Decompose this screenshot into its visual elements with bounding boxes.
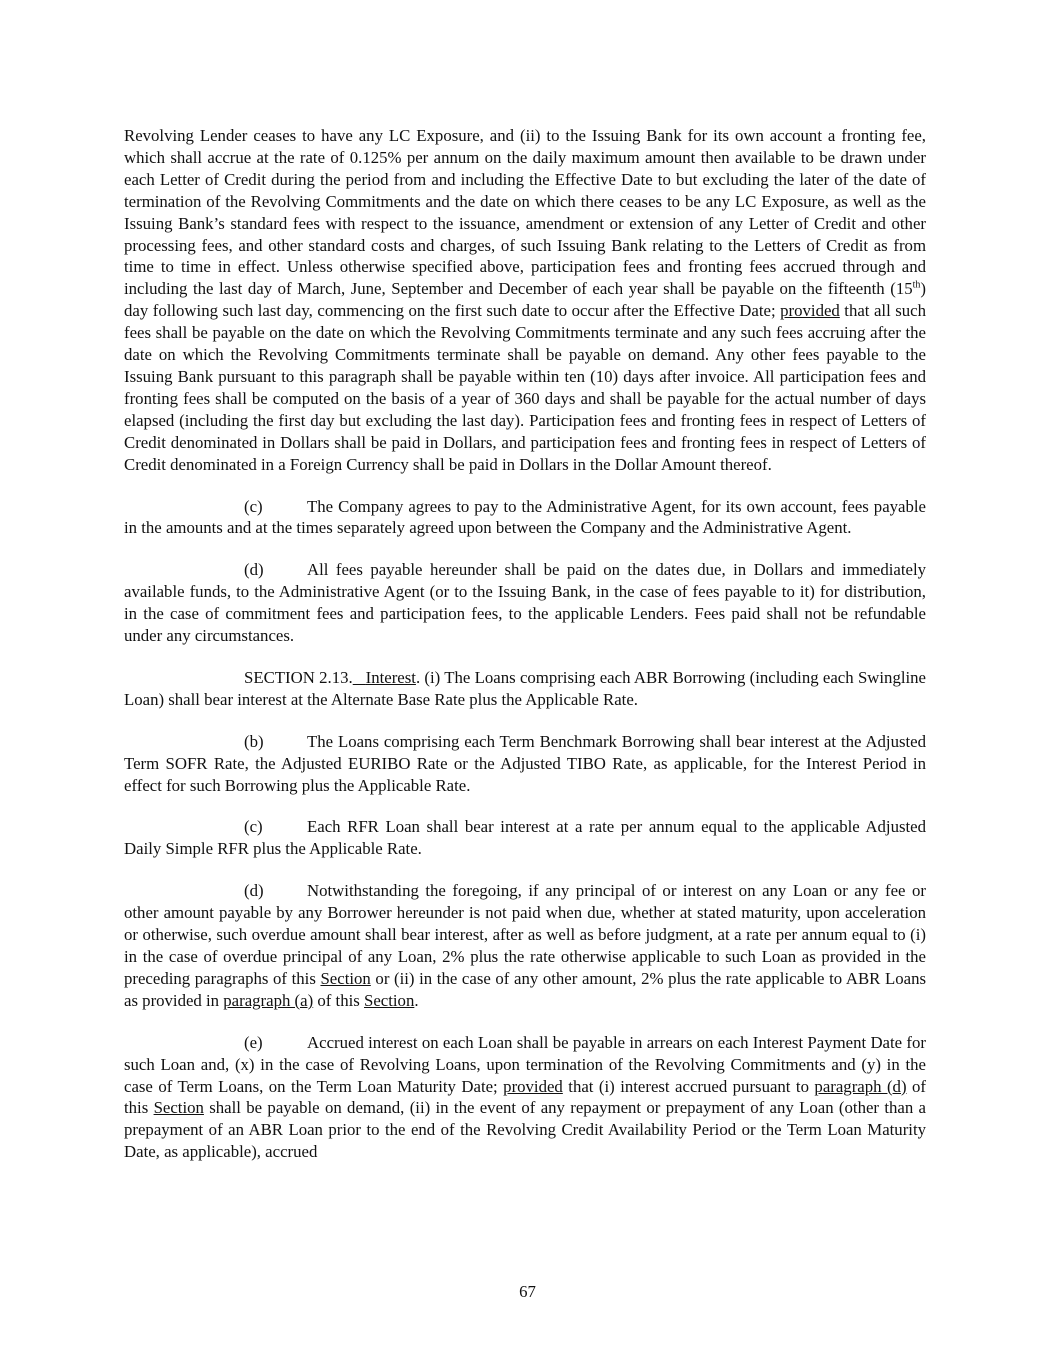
section-heading: Interest bbox=[365, 667, 416, 687]
section-reference: Section bbox=[320, 968, 371, 988]
text-run: shall be payable on demand, (ii) in the event of any repayment or prepayment of any Loan (other than a prepayment of an ABR Loan prior to the end of the Revolving Credit Availability Period or the Term Loan Maturity Date, as applicable), accrued bbox=[124, 1098, 926, 1162]
paragraph-text: All fees payable hereunder shall be paid on the dates due, in Dollars and immediately available funds, to the Administrative Agent (or to the Issuing Bank, in the case of fees payable to it) for distribution, in the case of commitment fees and participation fees, to the applicable Lenders. Fees paid shall not be refundable under any circumstances. bbox=[124, 560, 926, 646]
text-run: Revolving Lender ceases to have any LC Exposure, and (ii) to the Issuing Bank for its own account a fronting fee, which shall accrue at the rate of 0.125% per annum on the daily maximum amount then available to be drawn under each Letter of Credit during the period from and including the Effective Date to but excluding the later of the date of termination of the Revolving Commitments and the date on which there ceases to be any LC Exposure, as well as the Issuing Bank’s standard fees with respect to the issuance, amendment or extension of any Letter of Credit and other processing fees, and other standard costs and charges, of such Issuing Bank relating to the Letters of Credit as from time to time in effect. Unless otherwise specified above, participation fees and fronting fees accrued through and including the last day of March, June, September and December of each year shall be payable on the fifteenth (15 bbox=[124, 126, 926, 299]
text-run: Notwithstanding the foregoing, if any principal of or interest on any Loan or any fee or other amount payable by any Borrower hereunder is not paid when due, whether at stated maturity, upon acceleration or otherwise, such overdue amount shall bear interest, after as well as before judgment, at a rate per annum equal to (i) in the case of overdue principal of any Loan, 2% plus the rate otherwise applicable to such Loan as provided in the preceding paragraphs of this bbox=[124, 881, 926, 988]
section-number: SECTION 2.13. bbox=[244, 667, 353, 687]
text-run: Accrued interest on each Loan shall be payable in arrears on each Interest Payment Date for such Loan and, (x) in the case of Revolving Loans, upon termination of the Revolving Commitments and (y) in the case of Term Loans, on the Term Loan Maturity Date; bbox=[124, 1032, 926, 1096]
paragraph-text: The Loans comprising each Term Benchmark Borrowing shall bear interest at the Adjusted Term SOFR Rate, the Adjusted EURIBO Rate or the Adjusted TIBO Rate, as applicable, for the Interest Period in effect for such Borrowing plus the Applicable Rate. bbox=[124, 731, 926, 795]
text-run: ) day following such last day, commencing on the first such date to occur after the Effective Date; bbox=[124, 279, 926, 321]
provided-term: provided bbox=[780, 301, 840, 321]
text-run: of this bbox=[313, 990, 364, 1010]
paragraph-text: . (i) The Loans comprising each ABR Borrowing (including each Swingline Loan) shall bear interest at the Alternate Base Rate plus the Applicable Rate. bbox=[124, 667, 926, 709]
section-reference: Section bbox=[364, 990, 415, 1010]
text-run: or (ii) in the case of any other amount, 2% plus the rate applicable to ABR Loans as provided in bbox=[124, 968, 926, 1010]
superscript-th: th bbox=[912, 279, 921, 291]
paragraph-e-interest bbox=[124, 1032, 926, 1163]
paragraph-text: The Company agrees to pay to the Administrative Agent, for its own account, fees payable in the amounts and at the times separately agreed upon between the Company and the Administrative Agent. bbox=[124, 496, 926, 538]
section-2-13-interest bbox=[124, 667, 926, 711]
paragraph-number: (d) bbox=[244, 881, 264, 901]
paragraph-c-interest bbox=[124, 816, 926, 860]
section-reference: Section bbox=[153, 1098, 204, 1118]
paragraph-number: (c) bbox=[244, 496, 263, 516]
paragraph-number: (c) bbox=[244, 817, 263, 837]
provided-term: provided bbox=[503, 1076, 563, 1096]
text-run: . bbox=[414, 990, 419, 1010]
paragraph-number: (d) bbox=[244, 560, 264, 580]
paragraph-d-interest bbox=[124, 880, 926, 1011]
text-run: that all such fees shall be payable on the date on which the Revolving Commitments terminate and any such fees accruing after the date on which the Revolving Commitments terminate shall be payable on demand. Any other fees payable to the Issuing Bank pursuant to this paragraph shall be payable within ten (10) days after invoice. All participation fees and fronting fees shall be computed on the basis of a year of 360 days and shall be payable for the actual number of days elapsed (including the first day but excluding the last day). Participation fees and fronting fees in respect of Letters of Credit denominated in Dollars shall be paid in Dollars, and participation fees and fronting fees in respect of Letters of Credit denominated in a Foreign Currency shall be paid in Dollars in the Dollar Amount thereof. bbox=[124, 301, 926, 474]
paragraph-d-reference: paragraph (d) bbox=[814, 1076, 907, 1096]
paragraph-text: Each RFR Loan shall bear interest at a rate per annum equal to the applicable Adjusted Daily Simple RFR plus the Applicable Rate. bbox=[124, 817, 926, 859]
text-run: of this bbox=[124, 1076, 926, 1118]
text-run: that (i) interest accrued pursuant to bbox=[562, 1076, 815, 1096]
paragraph-b-interest bbox=[124, 731, 926, 797]
paragraph-a-reference: paragraph (a) bbox=[223, 990, 314, 1010]
paragraph-fees-continued bbox=[124, 125, 926, 476]
paragraph-number: (b) bbox=[244, 731, 264, 751]
document-body bbox=[124, 125, 926, 1163]
page-number: 67 bbox=[519, 1282, 536, 1301]
section-gap bbox=[353, 668, 366, 687]
paragraph-c-fees bbox=[124, 496, 926, 540]
paragraph-number: (e) bbox=[244, 1032, 263, 1052]
paragraph-d-fees bbox=[124, 559, 926, 647]
